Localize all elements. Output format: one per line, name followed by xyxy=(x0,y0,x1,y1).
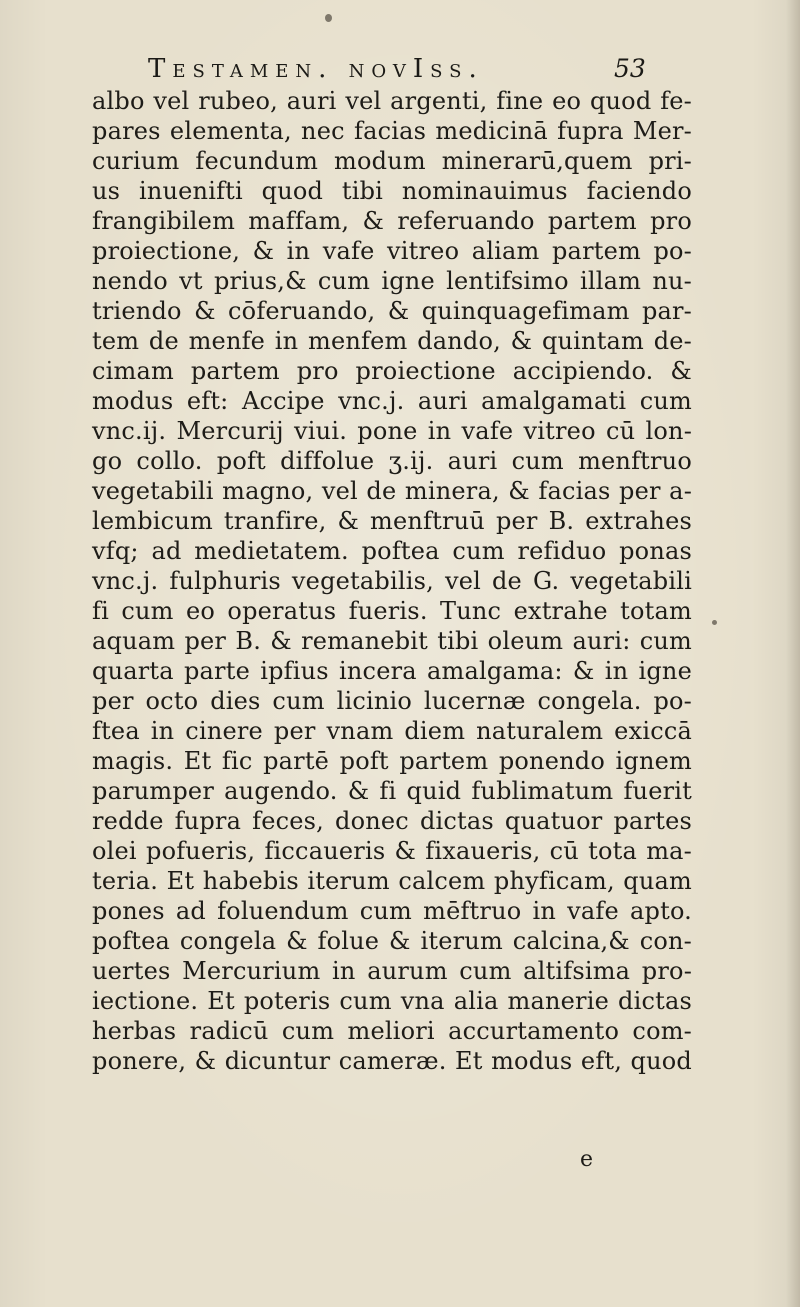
text-line: triendo & cōferuando, & quinquagefimam par- xyxy=(92,297,692,325)
text-line: vnc.j. fulphuris vegetabilis, vel de G. vegetabili xyxy=(92,567,692,595)
text-line: cimam partem pro proiectione accipiendo. & xyxy=(92,357,692,385)
text-line: pones ad foluendum cum mēftruo in vafe apto. xyxy=(92,897,692,925)
text-line: per octo dies cum licinio lucernæ congela. po- xyxy=(92,687,692,715)
page-number: 53 xyxy=(614,54,646,83)
text-line: parumper augendo. & fi quid fublimatum fuerit xyxy=(92,777,692,805)
text-line: tem de menfe in menfem dando, & quintam de- xyxy=(92,327,692,355)
text-line: vfq; ad medietatem. poftea cum refiduo ponas xyxy=(92,537,692,565)
catchword: e xyxy=(580,1147,594,1172)
text-line: uertes Mercurium in aurum cum altifsima pro- xyxy=(92,957,692,985)
body-text xyxy=(92,86,692,1076)
ink-spot xyxy=(325,14,332,22)
ink-spot xyxy=(712,620,717,625)
page-edge-shadow xyxy=(786,0,800,1307)
text-line: teria. Et habebis iterum calcem phyficam, quam xyxy=(92,867,692,895)
text-line: quarta parte ipfius incera amalgama: & in igne xyxy=(92,657,692,685)
text-line: pares elementa, nec facias medicinā fupra Mer- xyxy=(92,117,692,145)
text-line: lembicum tranfire, & menftruū per B. extrahes xyxy=(92,507,692,535)
text-line: vnc.ij. Mercurij viui. pone in vafe vitreo cū lon- xyxy=(92,417,692,445)
text-line: poftea congela & folue & iterum calcina,& con- xyxy=(92,927,692,955)
text-line: nendo vt prius,& cum igne lentifsimo illam nu- xyxy=(92,267,692,295)
text-line: go collo. poft diffolue ʒ.ij. auri cum menftruo xyxy=(92,447,692,475)
text-line: us inuenifti quod tibi nominauimus faciendo xyxy=(92,177,692,205)
text-line: iectione. Et poteris cum vna alia manerie dictas xyxy=(92,987,692,1015)
text-line: fi cum eo operatus fueris. Tunc extrahe totam xyxy=(92,597,692,625)
text-line: vegetabili magno, vel de minera, & facias per a- xyxy=(92,477,692,505)
text-line: frangibilem maffam, & referuando partem pro xyxy=(92,207,692,235)
text-line: herbas radicū cum meliori accurtamento com- xyxy=(92,1017,692,1045)
text-line: modus eft: Accipe vnc.j. auri amalgamati cum xyxy=(92,387,692,415)
text-line: magis. Et fic partē poft partem ponendo ignem xyxy=(92,747,692,775)
text-line: olei pofueris, ficcaueris & fixaueris, cū tota ma- xyxy=(92,837,692,865)
text-line: ftea in cinere per vnam diem naturalem exiccā xyxy=(92,717,692,745)
text-line: albo vel rubeo, auri vel argenti, fine eo quod fe- xyxy=(92,87,692,115)
text-line: aquam per B. & remanebit tibi oleum auri: cum xyxy=(92,627,692,655)
text-line: ponere, & dicuntur cameræ. Et modus eft, quod xyxy=(92,1047,692,1075)
running-title: Testamen. novIss. xyxy=(148,54,484,84)
text-line: curium fecundum modum minerarū,quem pri- xyxy=(92,147,692,175)
text-line: redde fupra feces, donec dictas quatuor partes xyxy=(92,807,692,835)
text-line: proiectione, & in vafe vitreo aliam partem po- xyxy=(92,237,692,265)
